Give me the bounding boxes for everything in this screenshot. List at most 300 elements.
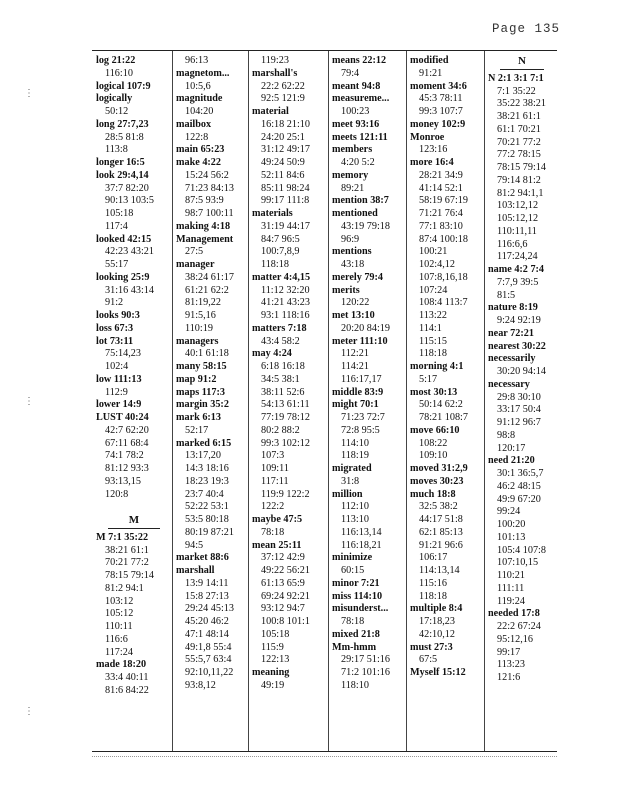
page-reference: 77:2 78:15 bbox=[497, 149, 541, 161]
page-reference: 109:11 bbox=[261, 463, 289, 474]
index-term: maps 117:3 bbox=[176, 386, 225, 398]
index-column-5 bbox=[410, 55, 484, 745]
page-reference: 61:21 62:2 bbox=[185, 284, 229, 296]
page-reference: 15:8 27:13 bbox=[185, 590, 229, 602]
index-term: meant 94:8 bbox=[332, 80, 381, 92]
index-term: migrated bbox=[332, 463, 372, 474]
index-term: means 22:12 bbox=[332, 55, 387, 66]
index-term: meets 121:11 bbox=[332, 131, 388, 143]
page-reference: 52:17 bbox=[185, 424, 209, 436]
page-reference: 32:5 38:2 bbox=[419, 501, 458, 513]
index-term: marshall bbox=[176, 565, 215, 576]
page-reference: 107:24 bbox=[419, 284, 448, 296]
page-reference: 106:17 bbox=[419, 552, 448, 564]
margin-binding-mark: ⋮ bbox=[24, 706, 34, 717]
page-reference: 80:2 88:2 bbox=[261, 424, 300, 436]
page-reference: 99:17 111:8 bbox=[261, 195, 310, 207]
page-reference: 16:18 21:10 bbox=[261, 118, 310, 130]
page-reference: 114:21 bbox=[341, 361, 369, 372]
page-reference: 118:18 bbox=[261, 259, 289, 270]
page-reference: 33:4 40:11 bbox=[105, 672, 149, 683]
page-reference: 11:12 32:20 bbox=[261, 284, 310, 296]
page-reference: 119:24 bbox=[497, 595, 525, 607]
page-reference: 87:4 100:18 bbox=[419, 233, 468, 245]
index-term: moves 30:23 bbox=[410, 475, 464, 487]
page-reference: 7:7,9 39:5 bbox=[497, 276, 539, 288]
page-reference: 69:24 92:21 bbox=[261, 590, 310, 602]
page-reference: 109:10 bbox=[419, 450, 448, 462]
page-reference: 110:11,11 bbox=[497, 225, 537, 237]
page-reference: 91:21 bbox=[419, 67, 443, 79]
page-reference: 92:10,11,22 bbox=[185, 667, 234, 678]
index-term: matters 7:18 bbox=[252, 322, 307, 334]
index-term: lower 14:9 bbox=[96, 399, 142, 411]
page-reference: 15:24 56:2 bbox=[185, 169, 229, 181]
page-reference: 62:1 85:13 bbox=[419, 526, 463, 538]
index-term: mixed 21:8 bbox=[332, 628, 380, 640]
page-reference: 81:19,22 bbox=[185, 297, 221, 309]
index-term: met 13:10 bbox=[332, 310, 375, 321]
index-term: logically bbox=[96, 93, 133, 105]
index-term: longer 16:5 bbox=[96, 157, 145, 168]
page-reference: 105:18 bbox=[105, 208, 134, 219]
index-term: meaning bbox=[252, 667, 290, 678]
page-reference: 81:12 93:3 bbox=[105, 463, 149, 474]
page-reference: 123:16 bbox=[419, 144, 448, 156]
index-term: marshall's bbox=[252, 67, 298, 79]
index-term: N 2:1 3:1 7:1 bbox=[488, 72, 544, 84]
index-column-1 bbox=[96, 55, 172, 745]
index-term: looked 42:15 bbox=[96, 233, 152, 245]
page-reference: 45:3 78:11 bbox=[419, 93, 463, 105]
page-reference: 13:9 14:11 bbox=[185, 577, 229, 589]
page-reference: 90:13 103:5 bbox=[105, 195, 154, 207]
page-reference: 100:21 bbox=[419, 246, 448, 258]
page-reference: 70:21 77:2 bbox=[497, 136, 541, 148]
index-term: magnitude bbox=[176, 93, 223, 105]
page-reference: 100:23 bbox=[341, 106, 370, 117]
page-reference: 5:17 bbox=[419, 373, 438, 385]
index-term: material bbox=[252, 106, 289, 117]
index-column-6 bbox=[488, 55, 556, 745]
page-reference: 117:4 bbox=[105, 220, 128, 232]
index-term: must 27:3 bbox=[410, 641, 453, 653]
page-reference: 4:20 5:2 bbox=[341, 157, 375, 168]
page-reference: 113:22 bbox=[419, 310, 447, 321]
page-reference: 81:6 84:22 bbox=[105, 684, 149, 696]
page-reference: 112:9 bbox=[105, 386, 128, 398]
page-reference: 93:1 118:16 bbox=[261, 310, 310, 321]
page-reference: 120:17 bbox=[497, 442, 526, 454]
page-reference: 117:24,24 bbox=[497, 251, 538, 263]
index-term: miss 114:10 bbox=[332, 590, 383, 602]
page-reference: 70:21 77:2 bbox=[105, 557, 149, 569]
page-reference: 49:24 50:9 bbox=[261, 157, 305, 168]
index-column-4 bbox=[332, 55, 406, 745]
page-reference: 78:18 bbox=[261, 526, 285, 538]
index-term: loss 67:3 bbox=[96, 322, 134, 334]
page-reference: 71:23 72:7 bbox=[341, 412, 385, 423]
page-reference: 75:14,23 bbox=[105, 348, 141, 360]
page-reference: 77:19 78:12 bbox=[261, 412, 310, 423]
section-letter: M bbox=[128, 514, 140, 526]
page-reference: 42:10,12 bbox=[419, 628, 455, 640]
page-reference: 52:22 53:1 bbox=[185, 501, 229, 513]
page-reference: 91:5,16 bbox=[185, 310, 216, 321]
page-reference: 116:13,14 bbox=[341, 526, 382, 538]
page-reference: 110:11 bbox=[105, 621, 133, 632]
index-term: marked 6:15 bbox=[176, 437, 232, 449]
page-reference: 79:14 81:2 bbox=[497, 174, 541, 186]
page-reference: 58:19 67:19 bbox=[419, 195, 468, 207]
index-term: mark 6:13 bbox=[176, 412, 221, 423]
page-reference: 53:5 80:18 bbox=[185, 514, 229, 525]
column-divider bbox=[328, 51, 329, 751]
page-reference: 17:18,23 bbox=[419, 616, 455, 627]
page-reference: 41:21 43:23 bbox=[261, 297, 310, 309]
page-reference: 107:10,15 bbox=[497, 557, 539, 569]
page-reference: 30:20 94:14 bbox=[497, 366, 546, 377]
page-reference: 44:17 51:8 bbox=[419, 514, 463, 525]
page-reference: 29:17 51:16 bbox=[341, 654, 390, 666]
index-term: merits bbox=[332, 284, 360, 296]
index-term: manager bbox=[176, 259, 215, 270]
page-reference: 108:4 113:7 bbox=[419, 297, 468, 309]
page-reference: 7:1 35:22 bbox=[497, 85, 536, 97]
page-reference: 92:5 121:9 bbox=[261, 93, 305, 105]
page-reference: 114:13,14 bbox=[419, 565, 460, 576]
index-term: nature 8:19 bbox=[488, 302, 538, 314]
page-reference: 118:18 bbox=[419, 590, 447, 602]
page-reference: 103:12,12 bbox=[497, 200, 539, 212]
page-reference: 38:21 61:1 bbox=[105, 544, 149, 556]
page-reference: 91:12 96:7 bbox=[497, 417, 541, 428]
index-table bbox=[92, 50, 557, 752]
index-term: LUST 40:24 bbox=[96, 412, 149, 423]
index-term: mention 38:7 bbox=[332, 195, 389, 207]
index-term: most 30:13 bbox=[410, 386, 458, 398]
index-term: modified bbox=[410, 55, 449, 66]
page-reference: 10:5,6 bbox=[185, 80, 211, 92]
page-reference: 113:8 bbox=[105, 144, 128, 156]
page-reference: 49:1,8 55:4 bbox=[185, 641, 232, 653]
index-term: M 7:1 35:22 bbox=[96, 531, 149, 543]
index-term: mailbox bbox=[176, 118, 212, 130]
page-reference: 49:19 bbox=[261, 679, 285, 691]
index-term: mean 25:11 bbox=[252, 539, 302, 551]
page-reference: 85:11 98:24 bbox=[261, 182, 310, 194]
page-reference: 81:2 94:1,1 bbox=[497, 187, 544, 199]
page-reference: 96:13 bbox=[185, 55, 209, 66]
page-reference: 42:23 43:21 bbox=[105, 246, 154, 258]
page-reference: 98:7 100:11 bbox=[185, 208, 234, 219]
page-reference: 23:7 40:4 bbox=[185, 488, 224, 500]
page-reference: 61:13 65:9 bbox=[261, 577, 305, 589]
page-reference: 33:17 50:4 bbox=[497, 404, 541, 416]
page-reference: 31:8 bbox=[341, 475, 360, 487]
index-term: low 111:13 bbox=[96, 373, 142, 385]
page-reference: 42:7 62:20 bbox=[105, 424, 149, 436]
page-reference: 99:17 bbox=[497, 646, 521, 658]
index-term: looking 25:9 bbox=[96, 271, 150, 283]
page-reference: 13:17,20 bbox=[185, 450, 221, 462]
page-reference: 81:2 94:1 bbox=[105, 582, 144, 594]
index-term: minimize bbox=[332, 552, 373, 564]
index-term: map 91:2 bbox=[176, 373, 217, 385]
index-term: move 66:10 bbox=[410, 424, 460, 436]
page-reference: 107:3 bbox=[261, 450, 285, 462]
index-term: Monroe bbox=[410, 131, 445, 143]
page-reference: 14:3 18:16 bbox=[185, 463, 229, 474]
column-divider bbox=[172, 51, 173, 751]
margin-binding-mark: ⋮ bbox=[24, 396, 34, 407]
page-reference: 113:10 bbox=[341, 514, 369, 525]
index-term: Mm-hmm bbox=[332, 641, 377, 653]
spacer bbox=[96, 501, 172, 514]
page-reference: 24:20 25:1 bbox=[261, 131, 305, 143]
page-reference: 95:12,16 bbox=[497, 633, 533, 645]
index-term: name 4:2 7:4 bbox=[488, 264, 545, 275]
page-reference: 93:13,15 bbox=[105, 475, 141, 487]
index-term: managers bbox=[176, 335, 219, 347]
page-number: Page 135 bbox=[492, 22, 561, 36]
section-rule bbox=[108, 528, 160, 529]
index-term: more 16:4 bbox=[410, 157, 454, 168]
page-reference: 74:1 78:2 bbox=[105, 450, 144, 462]
page-reference: 118:18 bbox=[419, 348, 447, 360]
page-reference: 79:4 bbox=[341, 67, 360, 79]
page-reference: 105:18 bbox=[261, 628, 290, 640]
page-reference: 105:12,12 bbox=[497, 213, 539, 224]
page-reference: 38:21 61:1 bbox=[497, 111, 541, 122]
page-reference: 116:18,21 bbox=[341, 539, 382, 551]
page-reference: 118:19 bbox=[341, 450, 369, 462]
page-reference: 101:13 bbox=[497, 531, 526, 543]
page-reference: 67:5 bbox=[419, 654, 438, 666]
index-term: making 4:18 bbox=[176, 220, 231, 232]
index-term: make 4:22 bbox=[176, 157, 221, 168]
index-term: minor 7:21 bbox=[332, 577, 380, 589]
page-reference: 22:2 67:24 bbox=[497, 621, 541, 632]
index-term: many 58:15 bbox=[176, 361, 227, 372]
index-term: maybe 47:5 bbox=[252, 514, 303, 525]
index-term: Myself 15:12 bbox=[410, 667, 466, 678]
index-term: market 88:6 bbox=[176, 552, 229, 564]
page-reference: 115:16 bbox=[419, 577, 447, 589]
page-reference: 118:10 bbox=[341, 679, 369, 691]
column-divider bbox=[484, 51, 485, 751]
page-reference: 114:1 bbox=[419, 322, 442, 334]
index-column-2 bbox=[176, 55, 248, 745]
page-reference: 96:9 bbox=[341, 233, 360, 245]
page-reference: 38:24 61:17 bbox=[185, 271, 234, 283]
page-reference: 117:11 bbox=[261, 475, 289, 487]
page-reference: 87:5 93:9 bbox=[185, 195, 224, 207]
page-reference: 71:23 84:13 bbox=[185, 182, 234, 194]
index-term: might 70:1 bbox=[332, 399, 379, 411]
page-reference: 54:13 61:11 bbox=[261, 399, 310, 411]
page-reference: 31:12 49:17 bbox=[261, 144, 310, 156]
page-reference: 105:12 bbox=[105, 608, 134, 620]
index-term: near 72:21 bbox=[488, 327, 534, 339]
page-reference: 100:7,8,9 bbox=[261, 246, 300, 258]
index-term: much 18:8 bbox=[410, 488, 456, 500]
page-reference: 89:21 bbox=[341, 182, 365, 194]
page-reference: 50:14 62:2 bbox=[419, 399, 463, 411]
index-term: look 29:4,14 bbox=[96, 169, 149, 181]
page-reference: 61:1 70:21 bbox=[497, 123, 541, 135]
page-reference: 45:20 46:2 bbox=[185, 616, 229, 627]
page-reference: 31:19 44:17 bbox=[261, 220, 310, 232]
index-term: Management bbox=[176, 233, 234, 245]
page-reference: 78:21 108:7 bbox=[419, 412, 468, 423]
column-divider bbox=[406, 51, 407, 751]
index-term: lot 73:11 bbox=[96, 335, 134, 347]
page-reference: 55:17 bbox=[105, 259, 129, 270]
page-reference: 116:6,6 bbox=[497, 238, 528, 250]
page-reference: 112:21 bbox=[341, 348, 369, 360]
index-term: main 65:23 bbox=[176, 144, 225, 156]
index-term: looks 90:3 bbox=[96, 310, 140, 321]
page-reference: 110:21 bbox=[497, 570, 525, 581]
page-reference: 47:1 48:14 bbox=[185, 628, 229, 640]
page-reference: 35:22 38:21 bbox=[497, 98, 546, 110]
page-reference: 78:18 bbox=[341, 616, 365, 627]
index-term: middle 83:9 bbox=[332, 386, 384, 398]
index-term: necessarily bbox=[488, 353, 536, 365]
index-term: magnetom... bbox=[176, 67, 230, 79]
page-reference: 6:18 16:18 bbox=[261, 361, 305, 372]
page-reference: 120:8 bbox=[105, 488, 129, 500]
page-reference: 20:20 84:19 bbox=[341, 322, 390, 334]
page-reference: 122:13 bbox=[261, 654, 290, 666]
page-reference: 28:21 34:9 bbox=[419, 169, 463, 181]
page-reference: 108:22 bbox=[419, 437, 448, 449]
page-reference: 116:17,17 bbox=[341, 373, 382, 385]
page-reference: 117:24 bbox=[105, 646, 133, 658]
page-reference: 46:2 48:15 bbox=[497, 480, 541, 492]
page-reference: 55:5,7 63:4 bbox=[185, 654, 232, 666]
index-term: made 18:20 bbox=[96, 659, 147, 671]
index-term: meet 93:16 bbox=[332, 118, 380, 130]
index-term: multiple 8:4 bbox=[410, 603, 463, 615]
page-reference: 80:19 87:21 bbox=[185, 526, 234, 538]
page-reference: 81:5 bbox=[497, 289, 516, 301]
page-reference: 43:19 79:18 bbox=[341, 220, 390, 232]
page-reference: 91:2 bbox=[105, 297, 124, 309]
page-reference: 91:21 96:6 bbox=[419, 539, 463, 551]
page-reference: 93:8,12 bbox=[185, 679, 216, 691]
page-reference: 104:20 bbox=[185, 106, 214, 117]
page-reference: 29:24 45:13 bbox=[185, 603, 234, 615]
index-term: may 4:24 bbox=[252, 348, 292, 360]
page-reference: 37:7 82:20 bbox=[105, 182, 149, 194]
index-term: margin 35:2 bbox=[176, 399, 229, 411]
page-reference: 78:15 79:14 bbox=[497, 162, 546, 173]
index-term: money 102:9 bbox=[410, 118, 466, 130]
page-reference: 78:15 79:14 bbox=[105, 570, 154, 581]
page-reference: 50:12 bbox=[105, 106, 129, 117]
page-reference: 119:9 122:2 bbox=[261, 488, 310, 500]
page-reference: 102:4 bbox=[105, 361, 129, 372]
page-reference: 110:19 bbox=[185, 322, 213, 334]
index-term: morning 4:1 bbox=[410, 361, 464, 372]
page-reference: 27:5 bbox=[185, 246, 204, 258]
page-reference: 98:8 bbox=[497, 429, 516, 441]
page-reference: 49:22 56:21 bbox=[261, 565, 310, 576]
page-reference: 99:3 102:12 bbox=[261, 437, 310, 449]
page-reference: 9:24 92:19 bbox=[497, 315, 541, 326]
index-term: memory bbox=[332, 169, 369, 181]
page-reference: 119:23 bbox=[261, 55, 289, 66]
page-reference: 43:18 bbox=[341, 259, 365, 270]
page-reference: 120:22 bbox=[341, 297, 370, 309]
page-reference: 34:5 38:1 bbox=[261, 373, 300, 385]
page-reference: 121:6 bbox=[497, 672, 521, 683]
page-reference: 122:2 bbox=[261, 501, 285, 513]
page-reference: 116:10 bbox=[105, 67, 133, 79]
page-reference: 99:24 bbox=[497, 506, 521, 518]
index-term: meter 111:10 bbox=[332, 335, 388, 347]
page-reference: 37:12 42:9 bbox=[261, 552, 305, 564]
index-term: logical 107:9 bbox=[96, 80, 151, 92]
page-reference: 114:10 bbox=[341, 437, 369, 449]
index-term: million bbox=[332, 488, 363, 500]
page-reference: 84:7 96:5 bbox=[261, 233, 300, 245]
page-reference: 71:2 101:16 bbox=[341, 667, 390, 678]
page-reference: 116:6 bbox=[105, 633, 128, 645]
page-reference: 49:9 67:20 bbox=[497, 493, 541, 505]
page-reference: 41:14 52:1 bbox=[419, 182, 463, 194]
index-term: necessary bbox=[488, 378, 530, 390]
section-letter: N bbox=[518, 55, 526, 67]
page-reference: 122:8 bbox=[185, 131, 209, 143]
page-reference: 72:8 95:5 bbox=[341, 424, 380, 436]
page-reference: 107:8,16,18 bbox=[419, 271, 468, 283]
page-reference: 100:20 bbox=[497, 519, 526, 530]
section-rule bbox=[500, 69, 544, 70]
page-reference: 71:21 76:4 bbox=[419, 208, 463, 219]
page-reference: 29:8 30:10 bbox=[497, 391, 541, 403]
index-term: members bbox=[332, 144, 373, 156]
page-reference: 100:8 101:1 bbox=[261, 616, 310, 627]
page-reference: 112:10 bbox=[341, 501, 369, 513]
index-term: needed 17:8 bbox=[488, 608, 540, 620]
page-reference: 103:12 bbox=[105, 595, 134, 607]
index-term: merely 79:4 bbox=[332, 271, 384, 283]
index-term: long 27:7,23 bbox=[96, 118, 149, 130]
margin-binding-mark: ⋮ bbox=[24, 88, 34, 99]
page-reference: 113:23 bbox=[497, 659, 525, 671]
index-term: misunderst... bbox=[332, 603, 389, 615]
index-term: mentions bbox=[332, 246, 372, 258]
index-term: moment 34:6 bbox=[410, 80, 467, 92]
index-term: log 21:22 bbox=[96, 55, 136, 66]
footer-rule bbox=[92, 756, 557, 757]
page-reference: 115:9 bbox=[261, 641, 284, 653]
index-column-3 bbox=[252, 55, 328, 745]
page-reference: 67:11 68:4 bbox=[105, 437, 149, 449]
page-reference: 30:1 36:5,7 bbox=[497, 468, 544, 479]
page-reference: 18:23 19:3 bbox=[185, 475, 229, 487]
page-reference: 31:16 43:14 bbox=[105, 284, 154, 296]
page-reference: 93:12 94:7 bbox=[261, 603, 305, 615]
page-reference: 43:4 58:2 bbox=[261, 335, 300, 347]
page-reference: 22:2 62:22 bbox=[261, 80, 305, 92]
page-reference: 111:11 bbox=[497, 582, 525, 594]
index-term: nearest 30:22 bbox=[488, 340, 546, 352]
index-term: measureme... bbox=[332, 93, 390, 105]
